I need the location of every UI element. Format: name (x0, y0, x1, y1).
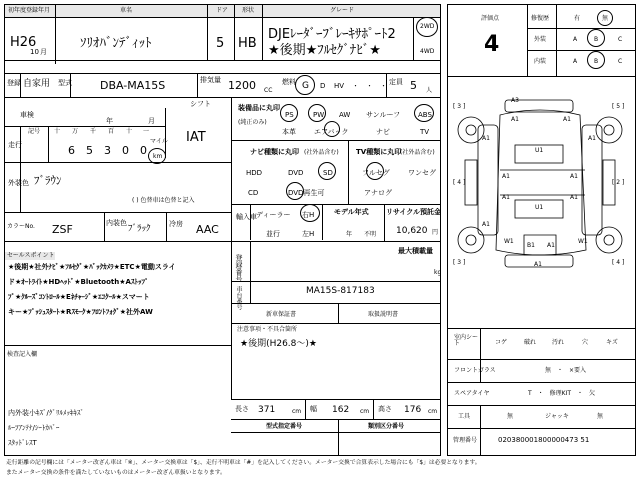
dmg-label-14: A1 (547, 242, 555, 249)
equip-pw: PW (313, 111, 325, 119)
int-color-label: 内装色 (106, 219, 127, 227)
interior-item-4: キズ (606, 339, 618, 346)
interior-item-3: 穴 (582, 339, 589, 346)
code-label: カラーNo. (7, 223, 35, 230)
import-dealer: ディーラー (256, 211, 291, 219)
dmg-label-0: A3 (511, 97, 519, 104)
bracket-0: [ 3 ] (453, 103, 466, 110)
disp-label: 排気量 (200, 76, 221, 84)
digit-3: 0 (122, 144, 129, 157)
import-parallel: 並行 (266, 230, 280, 238)
int-grade-label: 内装 (534, 58, 547, 65)
reg-month: 10 (30, 48, 39, 56)
model: DBA-MA15S (100, 79, 166, 92)
ext-grade-label: 外装 (534, 36, 547, 43)
navi-dvd: DVD (288, 169, 304, 177)
width: 162 (332, 405, 350, 415)
usage: 自家用 (23, 79, 51, 89)
shape: HB (238, 36, 257, 51)
inspect-line-2: ｽﾀｯﾄﾞﾚｽT (8, 439, 37, 447)
recycle-amount: 10,620 (396, 226, 428, 236)
name-label: 車名 (120, 7, 133, 14)
height: 176 (404, 405, 422, 415)
tv-analog: アナログ (364, 189, 392, 197)
mgmt-label: 管理番号 (453, 437, 478, 444)
bracket-2: [ 4 ] (453, 179, 466, 186)
score: 4 (484, 32, 500, 57)
mgmt-value: 020380001800000473 51 (498, 436, 590, 444)
navi-dvd-play: DVD再生可 (288, 189, 325, 197)
no-repair: 無 (602, 15, 609, 22)
tv-fullseg: フルセグ (362, 169, 390, 177)
door-label: ドア (216, 7, 228, 14)
reg-no-label: 登録番号 (235, 254, 243, 282)
dmg-label-10: A1 (570, 194, 578, 201)
odo-label: 走行 (8, 141, 22, 149)
model-label: 型式 (58, 79, 72, 87)
navi-sd: SD (323, 169, 333, 177)
length: 371 (258, 405, 276, 415)
import-label: 輸入車 (236, 213, 257, 221)
digit-0: 6 (68, 144, 75, 157)
has-repair: 有 (574, 15, 581, 22)
bracket-1: [ 5 ] (612, 103, 625, 110)
fuel-dots: ・ ・ ・ (352, 82, 387, 90)
digit-head-3: 百 (108, 128, 115, 135)
interior-label: 室内シート (454, 334, 479, 347)
dmg-label-5: U1 (535, 147, 544, 154)
year-label: 年 (106, 117, 113, 125)
digit-head-4: 十 (126, 128, 133, 135)
dmg-label-2: A1 (563, 116, 571, 123)
equip-tv: TV (420, 128, 430, 136)
glass-value: 無 ・ ×要入 (545, 367, 587, 374)
inspect-line-0: 内外装小ｷｽﾞ/ｸﾞﾘﾙﾒｯｷｷｽﾞ (8, 409, 84, 417)
jack-value: 無 (597, 413, 604, 420)
reg-year: H26 (10, 35, 37, 50)
new-car-warranty: 新車保証書 (266, 311, 297, 318)
shift-label: シフト (190, 100, 211, 108)
grade-line2: ★後期★ﾌﾙｾｸﾞﾅﾋﾞ★ (268, 43, 381, 58)
cap-label: 定員 (389, 78, 403, 86)
sd-circle (318, 162, 336, 180)
dmg-label-8: A1 (570, 173, 578, 180)
ext-color-note: ( ) 色替車は色替と記入 (132, 197, 195, 204)
equip-aw: AW (339, 111, 351, 119)
bracket-4: [ 3 ] (453, 259, 466, 266)
dmg-label-15: W1 (578, 238, 588, 245)
digit-head-2: 千 (90, 128, 97, 135)
chassis-label: 車台番号 (235, 286, 242, 310)
digit-head-1: 万 (72, 128, 79, 135)
bracket-3: [ 2 ] (612, 179, 625, 186)
fuel-hv: HV (334, 82, 345, 90)
ps-circle (280, 104, 298, 122)
footer-line1: 走行距離の記号欄には「メーター改ざん車は「※」、メーター交換車は「$」、走行不明車は「#」を記入してください。メーター交換で合算表示した場合にも「$」は必要となります。 (6, 460, 481, 466)
interior-item-1: 破れ (524, 339, 537, 346)
int-c: C (618, 58, 623, 65)
fuel-label: 燃料 (282, 78, 296, 86)
import-rhd: 右H (302, 211, 315, 219)
grade-label: グレード (330, 7, 355, 14)
glass-label: フロントガラス (454, 367, 496, 374)
class-no-label: 類別区分番号 (368, 423, 405, 430)
caution-text: ★後期(H26.8～)★ (240, 339, 317, 349)
int-b: B (594, 58, 599, 65)
color-code: ZSF (52, 223, 73, 236)
ext-color-label: 外装色 (8, 179, 29, 187)
digit-1: 5 (86, 144, 93, 157)
inspect-line-1: ﾙｰﾌｱﾝﾃﾅ/ｼｰﾄｶﾊﾞｰ (8, 424, 60, 432)
dmg-label-9: A1 (502, 194, 510, 201)
drive-2wd: 2WD (420, 23, 435, 30)
right-frame (447, 4, 636, 456)
digit-4: 0 (140, 144, 147, 157)
tools-label: 工具 (458, 413, 471, 420)
ext-b: B (594, 36, 599, 43)
model-year-unit: 年 不明 (346, 231, 377, 238)
digit-head-0: 十 (54, 128, 61, 135)
int-a: A (573, 58, 578, 65)
cond-label: 修復歴 (531, 15, 550, 22)
equip-airbag: エアバック (314, 128, 349, 136)
dmg-label-4: A1 (588, 135, 596, 142)
jack-label: ジャッキ (545, 413, 569, 420)
tv-oneseg: ワンセグ (408, 169, 436, 177)
no-repair-circle (597, 10, 613, 26)
tools-value: 無 (507, 413, 514, 420)
car-name: ｿﾘｵﾊﾞﾝﾃﾞｨｯﾄ (80, 36, 152, 51)
shape-label: 形状 (242, 7, 255, 14)
equip-navi: ナビ (376, 128, 390, 136)
reg-label: 初年度登録年月 (8, 7, 51, 14)
dmg-label-11: A1 (482, 221, 490, 228)
month-label: 月 (148, 117, 155, 125)
dmg-label-3: A1 (482, 135, 490, 142)
fuel-d: D (320, 82, 326, 90)
width-unit: cm (360, 408, 370, 415)
int-color: ﾌﾞﾗｯｸ (128, 224, 151, 234)
equip-leather: 本革 (282, 128, 296, 136)
pw-circle (308, 104, 326, 122)
fullseg-circle (366, 162, 384, 180)
shift: IAT (186, 130, 206, 145)
width-label: 幅 (310, 405, 317, 413)
length-label: 長さ (235, 405, 249, 413)
equip-abs: ABS (418, 111, 432, 119)
notes-line-2: ﾌﾟ★ｸﾙｰｽﾞｺﾝﾄﾛｰﾙ★Eﾈﾁｬｰｼﾞ★ｴｺｸｰﾙ★スマート (8, 293, 150, 301)
height-label: 高さ (378, 405, 392, 413)
unit-label: 記号 (28, 128, 41, 135)
recycle-unit: 円 (432, 229, 439, 236)
doors: 5 (216, 36, 225, 51)
reg-month-unit: 月 (40, 48, 47, 56)
fuel-g: G (302, 81, 309, 91)
dmg-label-6: U1 (535, 204, 544, 211)
drive-4wd: 4WD (420, 48, 435, 55)
score-label: 評価点 (481, 15, 500, 22)
caution-header: 注意事項・不具合箇所 (237, 326, 298, 333)
recycle-label: リサイクル預託金 (386, 208, 442, 216)
spare-label: スペアタイヤ (454, 390, 490, 397)
length-unit: cm (292, 408, 302, 415)
grade-line1: DJEﾚｰﾀﾞｰﾌﾞﾚｰｷｻﾎﾟｰﾄ2 (268, 27, 396, 42)
cc: CC (264, 87, 273, 94)
plate-label: 登録 (7, 79, 21, 87)
dmg-label-13: B1 (527, 242, 535, 249)
capacity: 5 (410, 79, 417, 92)
load-unit: kg (434, 269, 442, 276)
max-load-label: 最大積載量 (398, 247, 433, 255)
tv-title: TV種類に丸印 (356, 148, 402, 156)
height-unit: cm (428, 408, 438, 415)
rhd-circle (300, 204, 320, 222)
digit-head-5: 一 (143, 128, 150, 135)
navi-hdd: HDD (246, 169, 263, 177)
model-year-label: モデル年式 (334, 208, 369, 216)
dmg-label-7: A1 (502, 173, 510, 180)
ext-grade-circle (587, 29, 605, 47)
drive-circle (416, 17, 438, 37)
ac: AAC (196, 223, 219, 236)
notes-line-0: ★後期★社外ﾅﾋﾞ★ﾌﾙｾｸﾞ★ﾊﾞｯｸｶﾒﾗ★ETC★電動スライ (8, 263, 176, 271)
cap-unit: 人 (426, 87, 433, 94)
chassis-number: MA15S-817183 (306, 286, 375, 296)
dmg-label-1: A1 (511, 116, 519, 123)
ext-c: C (618, 36, 623, 43)
displacement: 1200 (228, 79, 256, 92)
dvd-play-circle (286, 182, 304, 200)
equip-title: 装備品に丸印 (238, 104, 280, 112)
dmg-label-16: A1 (534, 261, 542, 268)
ext-color: ﾌﾞﾗｳﾝ (34, 174, 62, 187)
interior-item-2: 汚れ (552, 339, 565, 346)
footer-line2: またメーター交換の条件を満たしていないものはメーター改ざん車扱いとなります。 (6, 470, 226, 476)
abs-circle (414, 104, 434, 122)
ext-a: A (573, 36, 578, 43)
inspection-label: 車検 (20, 111, 34, 119)
int-grade-circle (587, 51, 605, 69)
manual: 取扱説明書 (368, 311, 399, 318)
inspect-header: 検査記入欄 (7, 351, 38, 358)
spare-value: T ・ 修理KIT ・ 欠 (528, 390, 596, 397)
import-lhd: 左H (302, 230, 315, 238)
equip-sunroof: サンルーフ (366, 111, 401, 119)
ac-label: 冷房 (169, 220, 183, 228)
airbag-circle (324, 121, 340, 137)
tv-note: (社外品含む) (400, 149, 435, 156)
equip-ps: PS (285, 111, 294, 119)
equip-subtitle: (純正のみ) (238, 119, 267, 126)
notes-header: セールスポイント (7, 252, 55, 259)
navi-cd: CD (248, 189, 259, 197)
notes-line-3: キー★ﾌﾟｯｼｭｽﾀｰﾄ★Rｽﾓｰｸ★ﾌﾛﾝﾄﾌｫｸﾞ★社外AW (8, 308, 153, 316)
notes-line-1: ド★ｵｰﾄﾗｲﾄ★HDﾍｯﾄﾞ★Bluetooth★Aｽﾄｯﾌﾟ (8, 278, 149, 286)
fuel-circle (295, 75, 315, 95)
dmg-label-12: W1 (504, 238, 514, 245)
interior-item-0: コゲ (495, 339, 508, 346)
navi-title: ナビ種類に丸印 (250, 148, 299, 156)
bracket-5: [ 4 ] (612, 259, 625, 266)
digit-2: 3 (104, 144, 111, 157)
mile-label: マイル (150, 138, 168, 145)
navi-note: (社外品含む) (304, 149, 339, 156)
type-no-label: 型式指定番号 (266, 423, 303, 430)
km-label: km (153, 153, 163, 160)
